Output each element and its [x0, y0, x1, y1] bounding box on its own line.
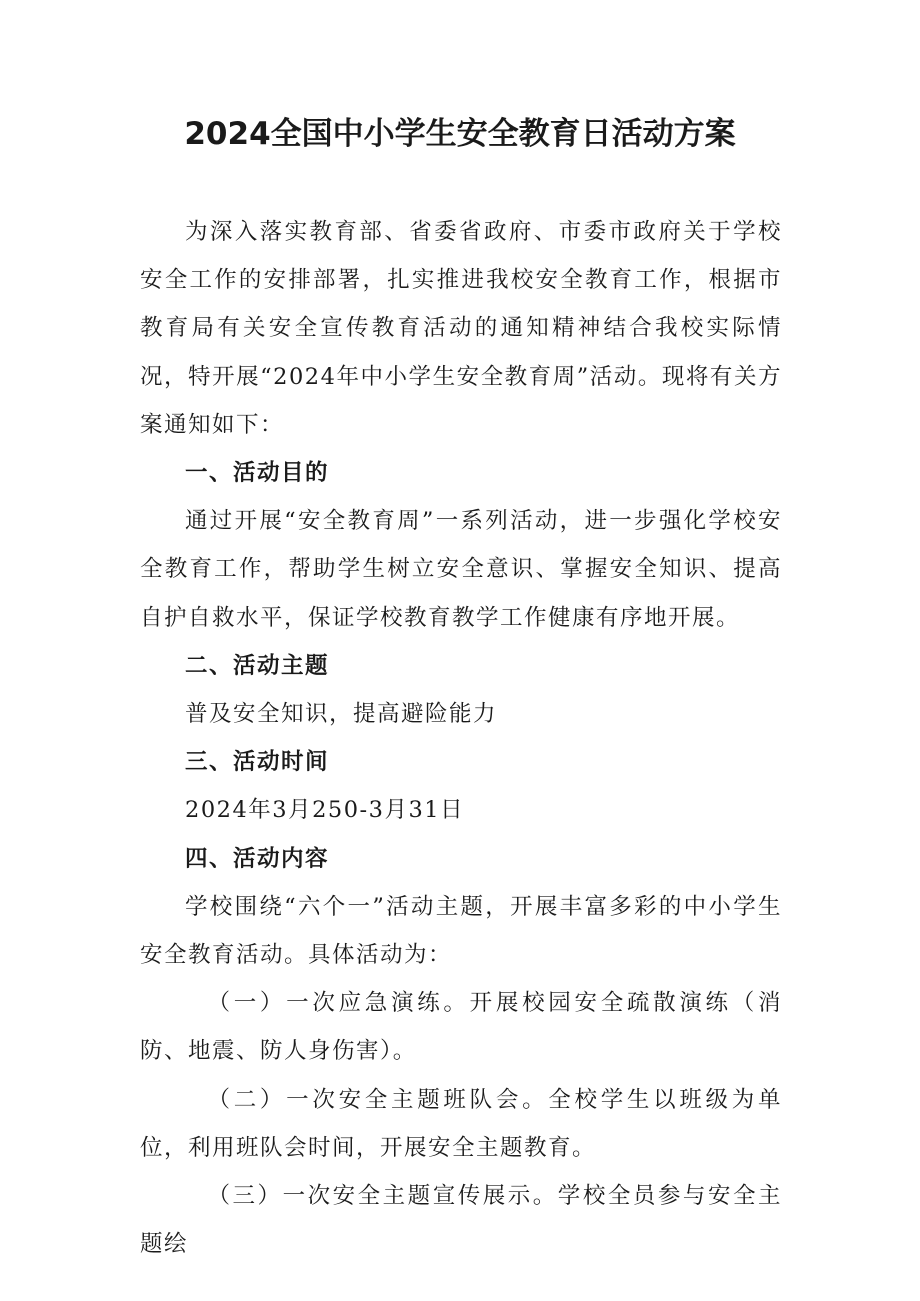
intro-paragraph: 为深入落实教育部、省委省政府、市委市政府关于学校安全工作的安排部署，扎实推进我校安全教育工作，根据市教育局有关安全宣传教育活动的通知精神结合我校实际情况，特开展“2024年中小学生安全教育周”活动。现将有关方案通知如下： [140, 219, 782, 438]
section-body-content: 学校围绕“六个一”活动主题，开展丰富多彩的中小学生安全教育活动。具体活动为： [140, 893, 782, 969]
section-body-theme: 普及安全知识，提高避险能力 [185, 701, 498, 728]
document-title: 2024全国中小学生安全教育日活动方案 [184, 116, 736, 152]
section-heading-goal: 一、活动目的 [185, 460, 330, 487]
content-item: （一）一次应急演练。开展校园安全疏散演练（消防、地震、防人身伤害）。 [140, 990, 782, 1065]
content-item: （三）一次安全主题宣传展示。学校全员参与安全主题绘 [140, 1183, 782, 1258]
section-body-time: 2024年3月250-3月31日 [185, 797, 465, 824]
document-body [140, 208, 782, 1268]
section-heading-content: 四、活动内容 [185, 845, 330, 872]
content-item: （二）一次安全主题班队会。全校学生以班级为单位，利用班队会时间，开展安全主题教育。 [140, 1086, 782, 1161]
section-heading-theme: 二、活动主题 [185, 652, 330, 679]
section-heading-time: 三、活动时间 [185, 749, 330, 776]
section-body-goal: 通过开展“安全教育周”一系列活动，进一步强化学校安全教育工作，帮助学生树立安全意识、掌握安全知识、提高自护自救水平，保证学校教育教学工作健康有序地开展。 [140, 508, 782, 631]
